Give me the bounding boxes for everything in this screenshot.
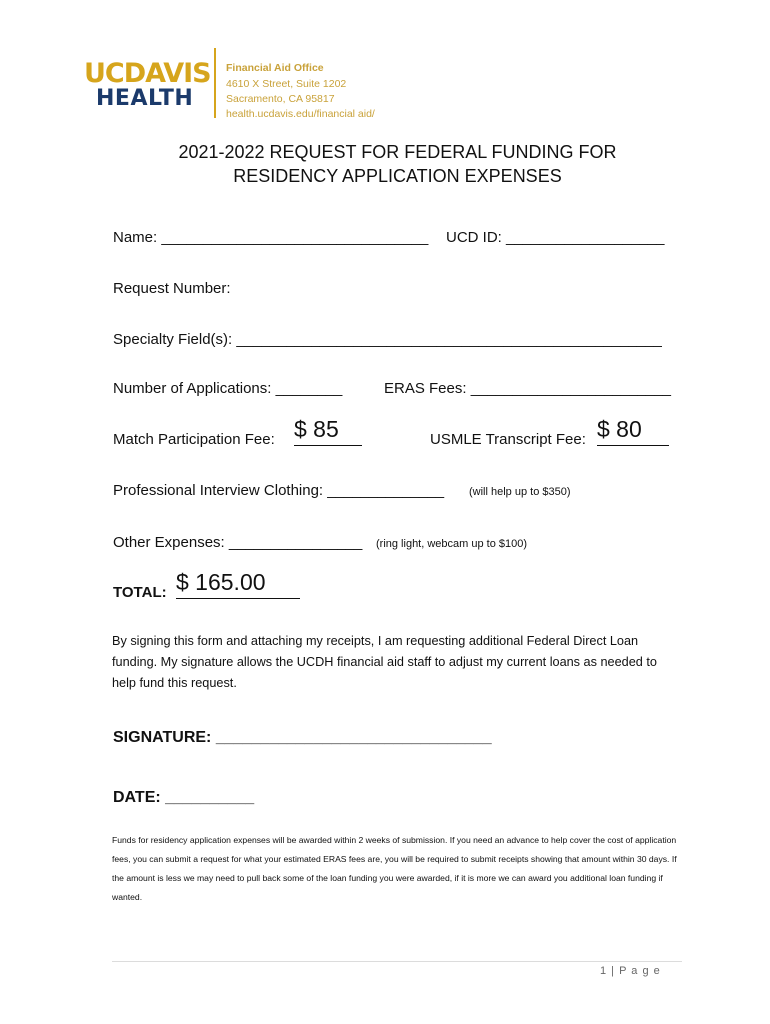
health-logo-text: HEALTH xyxy=(96,86,194,111)
agreement-text: By signing this form and attaching my receipts, I am requesting additional Federal Direct Loan funding. My signature allows the UCDH financial aid staff to adjust my current loans as needed to help fund this request. xyxy=(112,634,657,690)
usmle-fee-value[interactable]: $ 80 xyxy=(597,416,669,446)
usmle-fee-label: USMLE Transcript Fee: xyxy=(430,431,586,448)
clothing-field[interactable]: Professional Interview Clothing: ______________ xyxy=(113,482,445,499)
address-line1: 4610 X Street, Suite 1202 xyxy=(226,78,347,90)
footnote-text: Funds for residency application expenses will be awarded within 2 weeks of submission. If you need an advance to help cover the cost of application fees, you can submit a request for what your estimated ERAS fees are, you will be required to submit receipts showing that amount within 30 days. If the amount is less we may need to pull back some of the loan funding you were awarded, if it is more we can award you additional loan funding if wanted. xyxy=(112,835,677,902)
name-field[interactable]: Name: ________________________________ xyxy=(113,229,429,246)
address-line2: Sacramento, CA 95817 xyxy=(226,93,335,105)
website-link[interactable]: health.ucdavis.edu/financial aid/ xyxy=(226,108,375,120)
ucdavis-logo-text: UCDAVIS xyxy=(84,58,211,89)
request-number-field[interactable]: Request Number: xyxy=(113,280,231,297)
form-title-line1: 2021-2022 REQUEST FOR FEDERAL FUNDING FOR xyxy=(178,142,617,162)
total-value[interactable]: $ 165.00 xyxy=(176,569,300,599)
match-fee-label: Match Participation Fee: xyxy=(113,431,275,448)
page-number: 1 | P a g e xyxy=(600,965,661,977)
office-name: Financial Aid Office xyxy=(226,62,324,74)
date-field[interactable]: DATE: __________ xyxy=(113,789,255,806)
eras-fees-field[interactable]: ERAS Fees: ________________________ xyxy=(384,380,671,397)
ucd-id-field[interactable]: UCD ID: ___________________ xyxy=(446,229,665,246)
match-fee-value[interactable]: $ 85 xyxy=(294,416,362,446)
other-expenses-field[interactable]: Other Expenses: ________________ xyxy=(113,534,363,551)
total-label: TOTAL: xyxy=(113,584,167,601)
footer-divider xyxy=(112,961,682,962)
signature-field[interactable]: SIGNATURE: _______________________________ xyxy=(113,729,492,746)
num-applications-field[interactable]: Number of Applications: ________ xyxy=(113,380,343,397)
form-title-line2: RESIDENCY APPLICATION EXPENSES xyxy=(233,166,562,186)
specialty-field[interactable]: Specialty Field(s): ___________________________________________________ xyxy=(113,331,662,348)
logo-divider xyxy=(214,48,216,118)
other-expenses-note: (ring light, webcam up to $100) xyxy=(376,538,528,550)
clothing-note: (will help up to $350) xyxy=(469,486,571,498)
